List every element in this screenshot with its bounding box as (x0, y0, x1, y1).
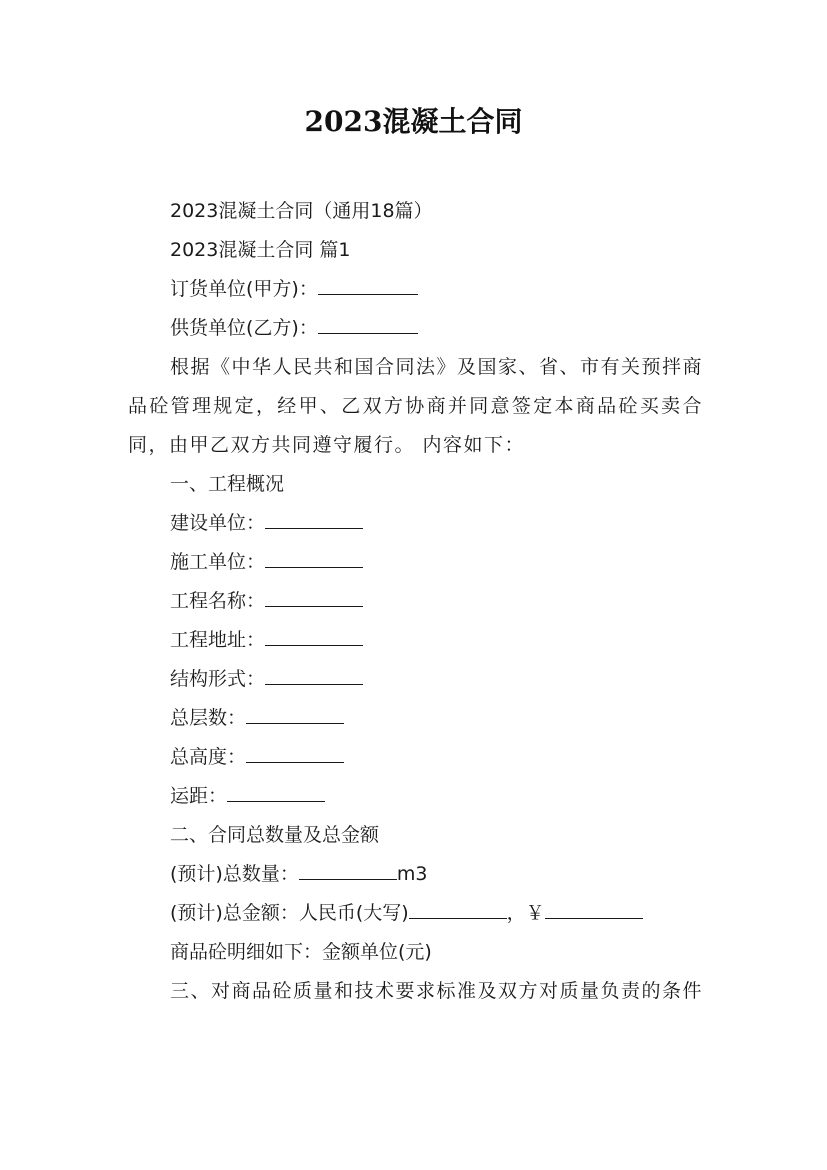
supplying-unit-blank (318, 311, 418, 334)
document-body (128, 192, 703, 1011)
field-blank (265, 623, 363, 646)
field-line-construction-unit (128, 504, 703, 543)
ordering-unit-blank (318, 272, 418, 295)
field-line-total-floors (128, 699, 703, 738)
amount-words-blank (409, 896, 507, 919)
amount-label: (预计)总金额：人民币(大写) (170, 902, 409, 924)
field-line-project-name (128, 582, 703, 621)
section2-heading: 二、合同总数量及总金额 (170, 824, 380, 846)
quantity-unit: m3 (396, 863, 428, 885)
quantity-line (128, 855, 703, 894)
supplying-unit-label: 供货单位(乙方)： (170, 317, 318, 339)
field-blank (246, 740, 344, 763)
field-label: 工程名称： (170, 590, 266, 612)
section1-heading: 一、工程概况 (170, 473, 285, 495)
ordering-unit-line (128, 270, 703, 309)
supplying-unit-line (128, 309, 703, 348)
amount-line (128, 894, 703, 933)
section3-heading: 三、对商品砼质量和技术要求标准及双方对质量负责的条件 (170, 980, 704, 1002)
field-label: 工程地址： (170, 629, 266, 651)
field-line-project-address (128, 621, 703, 660)
field-blank (227, 779, 325, 802)
field-line-structure-type (128, 660, 703, 699)
field-blank (265, 506, 363, 529)
field-line-distance (128, 777, 703, 816)
ordering-unit-label: 订货单位(甲方)： (170, 278, 318, 300)
quantity-blank (299, 857, 397, 880)
field-line-builder-unit (128, 543, 703, 582)
quantity-label: (预计)总数量： (170, 863, 299, 885)
field-label: 总层数： (170, 707, 247, 729)
field-blank (265, 584, 363, 607)
document-title: 2023混凝土合同 (304, 105, 523, 138)
amount-separator: ，￥ (506, 902, 545, 924)
part-heading: 2023混凝土合同 篇1 (170, 239, 351, 261)
field-blank (265, 662, 363, 685)
intro-paragraph: 根据《中华人民共和国合同法》及国家、省、市有关预拌商品砼管理规定，经甲、乙双方协商并同意签定本商品砼买卖合同，由甲乙双方共同遵守履行。 内容如下： (128, 356, 704, 456)
field-label: 运距： (170, 785, 228, 807)
field-blank (265, 545, 363, 568)
field-label: 施工单位： (170, 551, 266, 573)
detail-line: 商品砼明细如下：金额单位(元) (170, 941, 432, 963)
amount-figure-blank (545, 896, 643, 919)
field-line-total-height (128, 738, 703, 777)
document-subtitle: 2023混凝土合同（通用18篇） (170, 200, 433, 222)
field-blank (246, 701, 344, 724)
field-label: 建设单位： (170, 512, 266, 534)
field-label: 总高度： (170, 746, 247, 768)
field-label: 结构形式： (170, 668, 266, 690)
